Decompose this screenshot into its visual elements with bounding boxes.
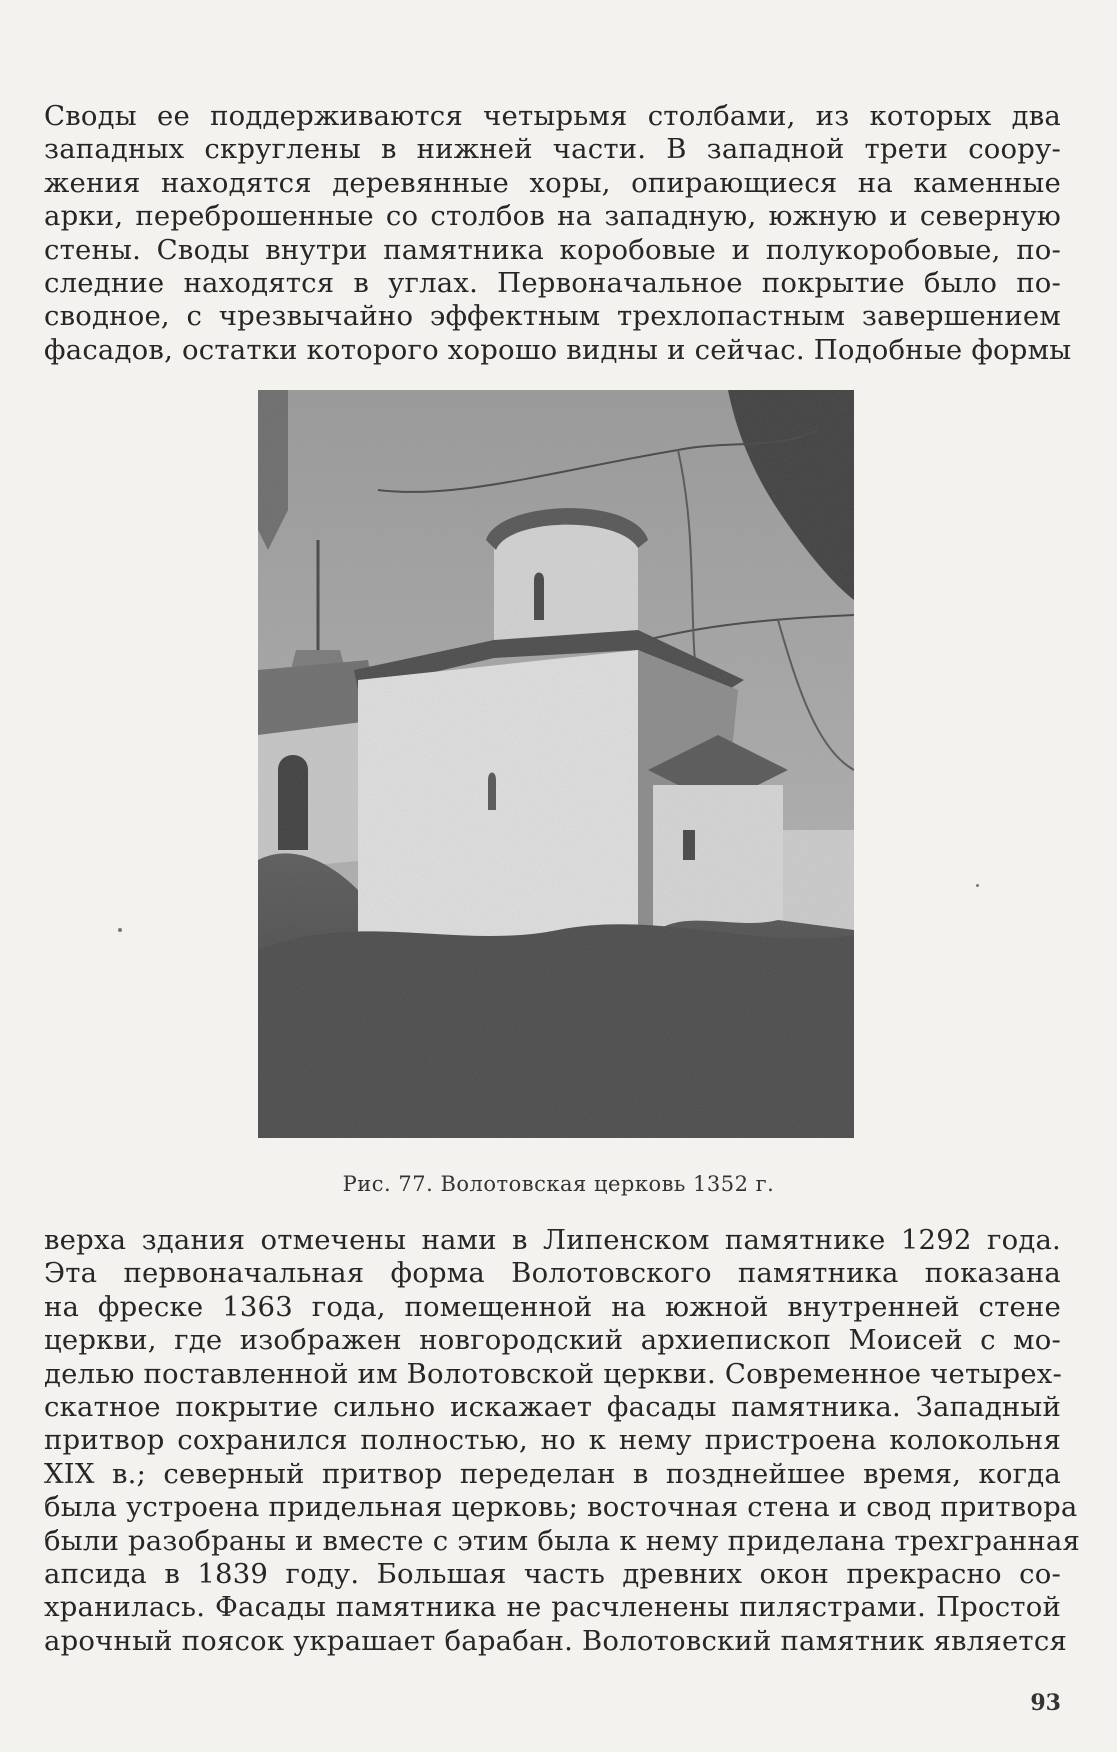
page-number: 93: [1030, 1690, 1061, 1716]
text-line: была устроена придельная церковь; восточная стена и свод притвора: [44, 1491, 1078, 1524]
figure-caption: Рис. 77. Волотовская церковь 1352 г.: [342, 1172, 775, 1196]
text-line: церкви, где изображен новгородский архиепископ Моисей с мо-: [44, 1324, 1061, 1357]
text-line: Эта первоначальная форма Волотовского памятника показана: [44, 1257, 1061, 1290]
bottom-paragraph: [44, 1224, 1081, 1658]
text-line: были разобраны и вместе с этим была к нему приделана трехгранная: [44, 1524, 1081, 1557]
text-line: жения находятся деревянные хоры, опирающиеся на каменные: [44, 166, 1061, 199]
text-line: делью поставленной им Волотовской церкви. Современное четырех-: [44, 1357, 1062, 1390]
text-line: следние находятся в углах. Первоначальное покрытие было по-: [44, 267, 1061, 300]
text-line: скатное покрытие сильно искажает фасады памятника. Западный: [44, 1391, 1061, 1424]
text-line: апсида в 1839 году. Большая часть древних окон прекрасно со-: [44, 1558, 1061, 1591]
text-line: стены. Своды внутри памятника коробовые и полукоробовые, по-: [44, 233, 1061, 266]
text-line: притвор сохранился полностью, но к нему пристроена колокольня: [44, 1424, 1061, 1457]
print-speck: [118, 928, 122, 932]
text-line: Своды ее поддерживаются четырьмя столбами, из которых два: [44, 100, 1061, 132]
text-line: на фреске 1363 года, помещенной на южной внутренней стене: [44, 1290, 1061, 1323]
text-line: верха здания отмечены нами в Липенском памятнике 1292 года.: [44, 1224, 1061, 1256]
text-line: арки, переброшенные со столбов на западную, южную и северную: [44, 200, 1061, 233]
text-line: фасадов, остатки которого хорошо видны и сейчас. Подобные формы: [44, 333, 1072, 366]
text-line: сводное, с чрезвычайно эффектным трехлопастным завершением: [44, 300, 1061, 333]
top-paragraph: [44, 100, 1072, 367]
print-speck: [976, 884, 979, 887]
text-line: XIX в.; северный притвор переделан в позднейшее время, когда: [44, 1457, 1061, 1490]
text-line: западных скруглены в нижней части. В западной трети соору-: [44, 133, 1061, 166]
church-photograph: [258, 390, 854, 1138]
text-line: арочный поясок украшает барабан. Волотовский памятник является: [44, 1624, 1067, 1657]
text-line: хранилась. Фасады памятника не расчленены пилястрами. Простой: [44, 1591, 1061, 1624]
church-photo-illustration: [258, 390, 854, 1138]
